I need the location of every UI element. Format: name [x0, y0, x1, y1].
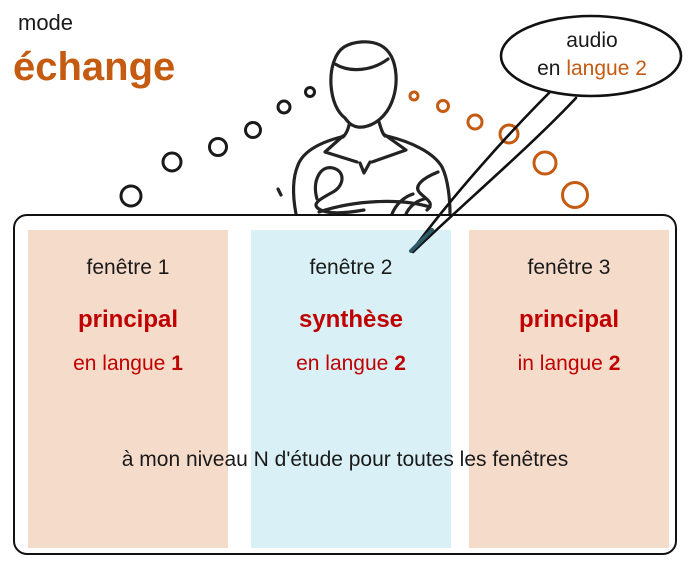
- language-prefix: en langue: [73, 352, 166, 375]
- language-prefix: in langue: [517, 352, 603, 375]
- windows-container-box: [13, 214, 677, 555]
- thought-dot: [306, 88, 315, 97]
- panel-fenetre-2: [251, 230, 451, 548]
- bubble-prefix: en: [537, 57, 561, 80]
- window-language: [469, 352, 669, 376]
- thought-dot: [163, 153, 181, 171]
- window-language: [28, 352, 228, 376]
- window-role: principal: [77, 306, 179, 333]
- thought-dot: [278, 101, 290, 113]
- thought-dot: [500, 125, 518, 143]
- language-number: 2: [608, 352, 621, 375]
- language-number: 1: [171, 352, 183, 375]
- window-role: synthèse: [298, 306, 404, 333]
- page-title: échange: [13, 45, 176, 89]
- window-title: fenêtre 3: [527, 256, 611, 279]
- thought-dot: [468, 115, 482, 129]
- panel-fenetre-3: [469, 230, 669, 548]
- language-number: 2: [394, 352, 406, 375]
- speech-bubble-text: [506, 27, 678, 83]
- thought-dot: [410, 92, 418, 100]
- window-role: principal: [518, 306, 620, 333]
- thought-dot: [438, 101, 449, 112]
- footer-note: à mon niveau N d'étude pour toutes les fenêtres: [121, 448, 569, 471]
- bubble-highlight: langue 2: [566, 57, 647, 80]
- bubble-line-audio: audio: [566, 29, 618, 52]
- window-title: fenêtre 2: [309, 256, 393, 279]
- panel-fenetre-1: [28, 230, 228, 548]
- thought-dot: [121, 186, 141, 206]
- person-arms-crossed-sketch-icon: [278, 42, 450, 214]
- thought-dot: [210, 139, 227, 156]
- thought-dots-orange-icon: [410, 92, 588, 208]
- language-prefix: en langue: [296, 352, 389, 375]
- thought-dot: [534, 152, 556, 174]
- thought-dot: [563, 183, 588, 208]
- thought-dots-black-icon: [121, 88, 315, 207]
- window-title: fenêtre 1: [86, 256, 170, 279]
- window-language: [251, 352, 451, 376]
- bubble-line-langue: [506, 55, 678, 83]
- thought-dot: [246, 123, 261, 138]
- mode-label: mode: [18, 10, 74, 35]
